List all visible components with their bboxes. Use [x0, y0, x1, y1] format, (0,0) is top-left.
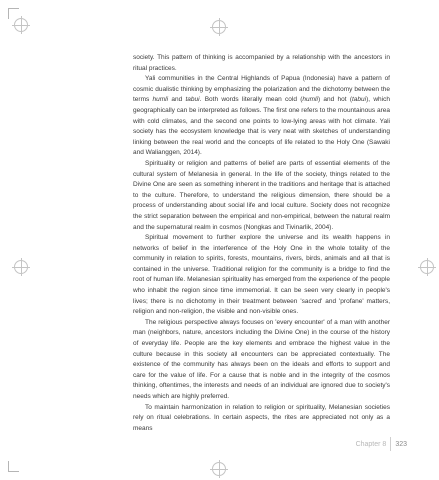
chapter-label: Chapter 8 — [355, 440, 387, 448]
text-run: To maintain harmonization in relation to religion or spirituality, Melanesian societies rely on ritual celebrations. In certain aspects, the rites are appreciated not only as a means — [133, 403, 390, 432]
registration-mark-icon — [420, 260, 434, 274]
body-text — [133, 53, 390, 434]
paragraph — [133, 159, 390, 233]
registration-mark-icon — [14, 18, 28, 32]
text-run: society. This pattern of thinking is accompanied by a relationship with the ancestors in ritual practices. — [133, 54, 390, 72]
italic-term: humli — [152, 96, 169, 104]
text-run: . Both words literally mean cold ( — [199, 96, 303, 104]
text-run: ), which geographically can be interpreted as follows. The first one refers to the mountainous area with cold climates, and the second one points to low-lying areas with hot climate. Yali society has the ecosystem knowledge that is very neat with sketches of understanding linking between the real world and the concepts of life related to the Holy One (Sawaki and Walianggen, 2014). — [133, 96, 390, 157]
footer-divider — [390, 437, 391, 451]
text-run: Spirituality or religion and patterns of belief are parts of essential elements of the cultural system of Melanesia in general. In the life of the society, things related to the Divine One are seen as something inherent in the traditions and heritage that is attached to the culture. Therefore, to understand the religious dimension, there should be a process of understanding about social life and local culture. Society does not recognize the strict separation between the empirical and non-empirical, between the natural realm and the supernatural realm in cosmos (Nongkas and Tivinarlik, 2004). — [133, 159, 390, 231]
text-run: The religious perspective always focuses on 'every encounter' of a man with another man (neighbors, nature, ancestors including the Divine One) in the course of the history of everyday life. People are the key elements and embrace the highest value in the culture because in this society all encounters can be appreciated contextually. The existence of the community has always been on the ideals and efforts to support and care for the value of life. For a cause that is noble and in the integrity of the cosmos thinking, oftentimes, the interests and needs of an individual are ignored due to society's needs which are highly preferred. — [133, 318, 390, 400]
italic-term: tabui — [185, 96, 200, 104]
page-number: 323 — [395, 440, 407, 448]
paragraph — [133, 233, 390, 318]
crop-mark-top-left — [8, 8, 19, 19]
italic-term: tabui — [352, 96, 367, 104]
page-footer — [356, 437, 407, 451]
registration-mark-icon — [212, 462, 226, 476]
paragraph — [133, 318, 390, 403]
text-run: Spiritual movement to further explore the universe and its wealth happens in networks of belief in the interference of the Holy One in the whole totality of the community in relation to spirits, forests, mountains, rivers, birds, animals and all that is contained in the universe. Traditional religion for the community is a bridge to find the root of human life. Melanesian spirituality has emerged from the experience of the people who inhabit the region since time immemorial. It can be seen very clearly in people's lives; there is no dichotomy in their treatment between 'sacred' and 'profane' matters, religion and non-religion, the visible and non-visible ones. — [133, 234, 390, 316]
registration-mark-icon — [212, 20, 226, 34]
registration-mark-icon — [14, 260, 28, 274]
text-run: Yali communities in the Central Highlands of Papua (Indonesia) have a pattern of cosmic dualistic thinking by emphasizing the polarization and the dichotomy between the terms — [133, 75, 390, 104]
paragraph — [133, 403, 390, 435]
crop-mark-bottom-left — [8, 461, 19, 472]
italic-term: humli — [302, 96, 318, 104]
text-run: ) and hot ( — [317, 96, 352, 104]
paragraph — [133, 74, 390, 159]
paragraph — [133, 53, 390, 74]
text-run: and — [168, 96, 186, 104]
